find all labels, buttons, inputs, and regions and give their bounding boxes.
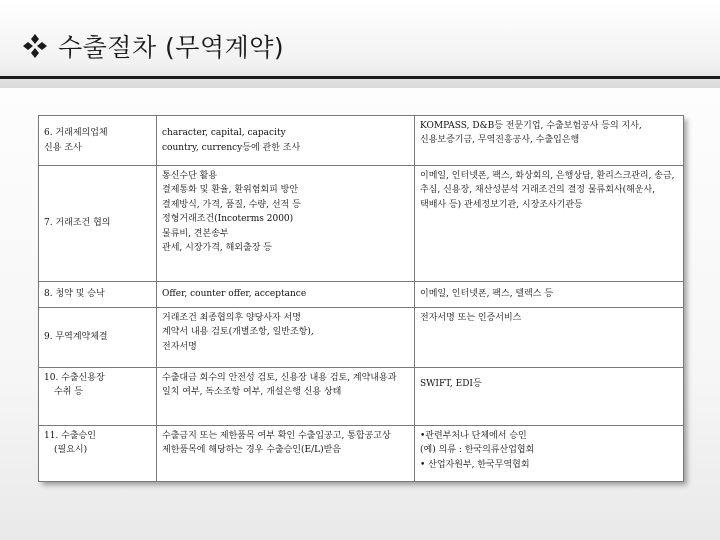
content-line: 거래조건 최종협의후 양당사자 서명: [162, 313, 301, 323]
content-cell: [157, 368, 415, 426]
stage-cell: [39, 308, 157, 368]
stage-cell: [39, 282, 157, 308]
slide-title: 수출절차 (무역계약): [58, 33, 285, 62]
source-cell: [415, 368, 684, 426]
content-line: Offer, counter offer, acceptance: [162, 289, 307, 300]
content-line: 물류비, 견본송부: [162, 228, 229, 239]
table-row: [39, 116, 684, 166]
stage-cell: [39, 368, 157, 426]
stage-label: (필요시): [54, 445, 88, 456]
stage-label: 7. 거래조건 협의: [44, 218, 111, 229]
content-cell: [157, 166, 415, 282]
table-row: [39, 282, 684, 308]
title-underline: [0, 76, 720, 79]
stage-cell: [39, 166, 157, 282]
four-diamond-bullet-icon: [22, 33, 48, 59]
stage-label: 11. 수출승인: [44, 431, 96, 441]
source-cell: [415, 308, 684, 368]
content-cell: [157, 308, 415, 368]
content-line: 수출대금 회수의 안전성 검토, 신용장 내용 검토, 계약내용과 일치 여부, 독소조항 여부, 개설은행 신용 상태: [162, 373, 397, 398]
stage-label: 8. 청약 및 승낙: [44, 289, 105, 300]
table-row: [39, 426, 684, 482]
stage-label: 6. 거래제의업체: [44, 128, 108, 139]
export-procedure-table: [38, 115, 684, 482]
slide-header: [0, 0, 720, 88]
source-cell: [415, 116, 684, 166]
content-line: 결제방식, 가격, 품질, 수량, 선적 등: [162, 199, 301, 210]
stage-cell: [39, 426, 157, 482]
content-line: 통신수단 활용: [162, 171, 218, 181]
source-line: •관련부처나 단체에서 승인: [420, 431, 527, 441]
source-line: • 산업자원부, 한국무역협회: [420, 459, 530, 470]
content-cell: [157, 116, 415, 166]
source-line: KOMPASS, D&B등 전문기업, 수출보험공사 등의 지사, 신용보증기금, 무역진흥공사, 수출입은행: [420, 121, 642, 146]
content-line: 관세, 시장가격, 해외출장 등: [162, 242, 272, 253]
source-cell: [415, 426, 684, 482]
content-line: 정형거래조건(Incoterms 2000): [162, 214, 294, 225]
stage-label: 9. 무역계약체결: [44, 332, 108, 343]
table-row: [39, 166, 684, 282]
source-line: (예) 의류 : 한국의류산업협회: [420, 445, 535, 456]
content-line: 계약서 내용 검토(개별조항, 일반조항),: [162, 327, 314, 338]
source-line: 이메일, 인터넷폰, 팩스, 텔렉스 등: [420, 289, 554, 300]
stage-label: 10. 수출신용장: [44, 373, 105, 383]
content-line: 전자서명: [162, 341, 197, 352]
stage-label: 수취 등: [54, 387, 83, 398]
source-cell: [415, 282, 684, 308]
source-line: 전자서명 또는 인증서비스: [420, 313, 522, 323]
content-line: country, currency등에 관한 조사: [162, 142, 301, 153]
content-line: character, capital, capacity: [162, 128, 286, 139]
source-line: 이메일, 인터넷폰, 팩스, 화상회의, 은행상담, 환리스크관리, 송금, 추심, 신용장, 채산성분석 거래조건의 결정 물류회사(해운사, 택배사 등) 관세정보기관, 시장조사기관등: [420, 171, 675, 210]
source-line: SWIFT, EDI등: [420, 379, 482, 389]
stage-cell: [39, 116, 157, 166]
slide-title-group: [22, 28, 284, 64]
table-row: [39, 368, 684, 426]
source-cell: [415, 166, 684, 282]
content-cell: [157, 282, 415, 308]
export-procedure-table-frame: [38, 115, 683, 481]
content-cell: [157, 426, 415, 482]
stage-label: 신용 조사: [44, 142, 82, 153]
content-line: 결제통화 및 환율, 환위험회피 방안: [162, 185, 299, 196]
content-line: 수출금지 또는 제한품목 여부 확인 수출입공고, 통합공고상 제한품목에 해당하는 경우 수출승인(E/L)받음: [162, 431, 391, 456]
table-row: [39, 308, 684, 368]
